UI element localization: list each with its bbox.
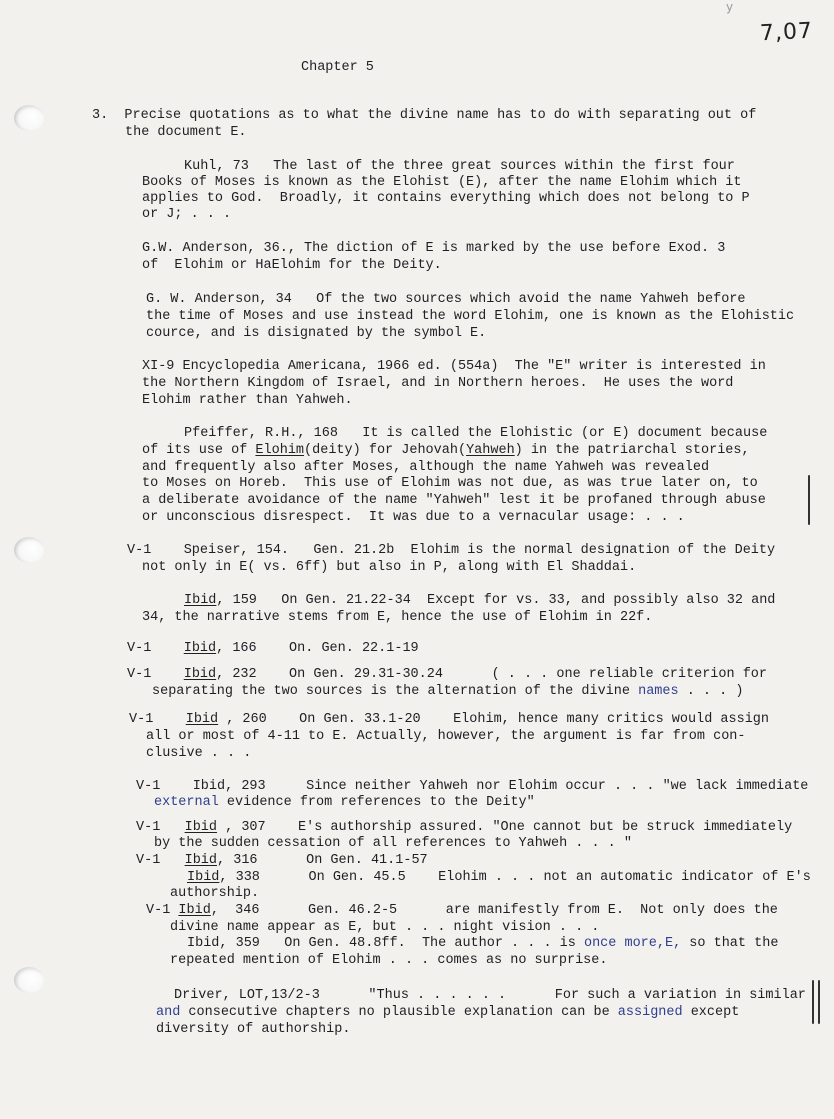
- text-line: V-1 Ibid , 260 On Gen. 33.1-20 Elohim, hence many critics would assign: [129, 712, 770, 727]
- text-line: Driver, LOT,13/2-3 "Thus . . . . . . For such a variation in similar: [174, 988, 806, 1003]
- text-line: 3. Precise quotations as to what the divine name has to do with separating out of: [92, 108, 757, 123]
- text-line: V-1 Ibid, 316 On Gen. 41.1-57: [136, 853, 428, 868]
- text-line: of Elohim or HaElohim for the Deity.: [142, 258, 442, 273]
- text-line: a deliberate avoidance of the name "Yahweh" lest it be profaned through abuse: [142, 493, 766, 508]
- text-line: V-1 Ibid, 166 On. Gen. 22.1-19: [127, 641, 419, 656]
- text-line: XI-9 Encyclopedia Americana, 1966 ed. (554a) The "E" writer is interested in: [142, 359, 766, 374]
- text-line: V-1 Speiser, 154. Gen. 21.2b Elohim is the normal designation of the Deity: [127, 543, 776, 558]
- margin-bar: [808, 475, 810, 525]
- text-line: applies to God. Broadly, it contains everything which does not belong to P: [142, 191, 750, 206]
- text-line: V-1 Ibid, 232 On Gen. 29.31-30.24 ( . . . one reliable criterion for: [127, 667, 768, 682]
- text-line: Pfeiffer, R.H., 168 It is called the Elohistic (or E) document because: [184, 426, 768, 441]
- text-line: separating the two sources is the alternation of the divine names . . . ): [152, 684, 744, 699]
- margin-bar: [818, 980, 820, 1024]
- text-line: Elohim rather than Yahweh.: [142, 393, 353, 408]
- text-line: or J; . . .: [142, 207, 232, 222]
- punch-hole: [14, 537, 44, 563]
- text-line: all or most of 4-11 to E. Actually, however, the argument is far from con-: [146, 729, 746, 744]
- text-line: and consecutive chapters no plausible explanation can be assigned except: [156, 1005, 740, 1020]
- text-line: by the sudden cessation of all references to Yahweh . . . ": [154, 836, 632, 851]
- text-line: G. W. Anderson, 34 Of the two sources which avoid the name Yahweh before: [146, 292, 746, 307]
- text-line: V-1 Ibid, 293 Since neither Yahweh nor Elohim occur . . . "we lack immediate: [136, 779, 809, 794]
- text-line: repeated mention of Elohim . . . comes as no surprise.: [170, 953, 608, 968]
- text-line: authorship.: [170, 886, 260, 901]
- text-line: cource, and is disignated by the symbol E.: [146, 326, 487, 341]
- text-line: Kuhl, 73 The last of the three great sources within the first four: [184, 159, 735, 174]
- text-line: diversity of authorship.: [156, 1022, 351, 1037]
- text-line: external evidence from references to the Deity": [154, 795, 535, 810]
- text-line: of its use of Elohim(deity) for Jehovah(Yahweh) in the patriarchal stories,: [142, 443, 750, 458]
- text-line: or unconscious disrespect. It was due to a vernacular usage: . . .: [142, 510, 685, 525]
- text-line: and frequently also after Moses, although the name Yahweh was revealed: [142, 460, 710, 475]
- text-line: V-1 Ibid , 307 E's authorship assured. "One cannot but be struck immediately: [136, 820, 793, 835]
- text-line: Ibid, 159 On Gen. 21.22-34 Except for vs. 33, and possibly also 32 and: [184, 593, 776, 608]
- text-line: Ibid, 338 On Gen. 45.5 Elohim . . . not an automatic indicator of E's: [187, 870, 811, 885]
- punch-hole: [14, 105, 44, 131]
- text-line: the time of Moses and use instead the word Elohim, one is known as the Elohistic: [146, 309, 795, 324]
- text-line: the Northern Kingdom of Israel, and in Northern heroes. He uses the word: [142, 376, 734, 391]
- corner-mark: y: [726, 0, 734, 14]
- margin-bar: [812, 980, 814, 1024]
- text-line: the document E.: [125, 125, 247, 140]
- text-line: G.W. Anderson, 36., The diction of E is marked by the use before Exod. 3: [142, 241, 726, 256]
- text-line: to Moses on Horeb. This use of Elohim was not due, as was true later on, to: [142, 476, 758, 491]
- text-line: 34, the narrative stems from E, hence the use of Elohim in 22f.: [142, 610, 653, 625]
- text-line: divine name appear as E, but . . . night vision . . .: [170, 920, 600, 935]
- text-line: clusive . . .: [146, 746, 252, 761]
- text-line: Ibid, 359 On Gen. 48.8ff. The author . . . is once more,E, so that the: [187, 936, 779, 951]
- page-number: 7,07: [759, 18, 814, 47]
- text-line: Books of Moses is known as the Elohist (E), after the name Elohim which it: [142, 175, 742, 190]
- text-line: V-1 Ibid, 346 Gen. 46.2-5 are manifestly from E. Not only does the: [146, 903, 778, 918]
- chapter-title: Chapter 5: [301, 60, 374, 75]
- text-line: not only in E( vs. 6ff) but also in P, along with El Shaddai.: [142, 560, 637, 575]
- punch-hole: [14, 967, 44, 993]
